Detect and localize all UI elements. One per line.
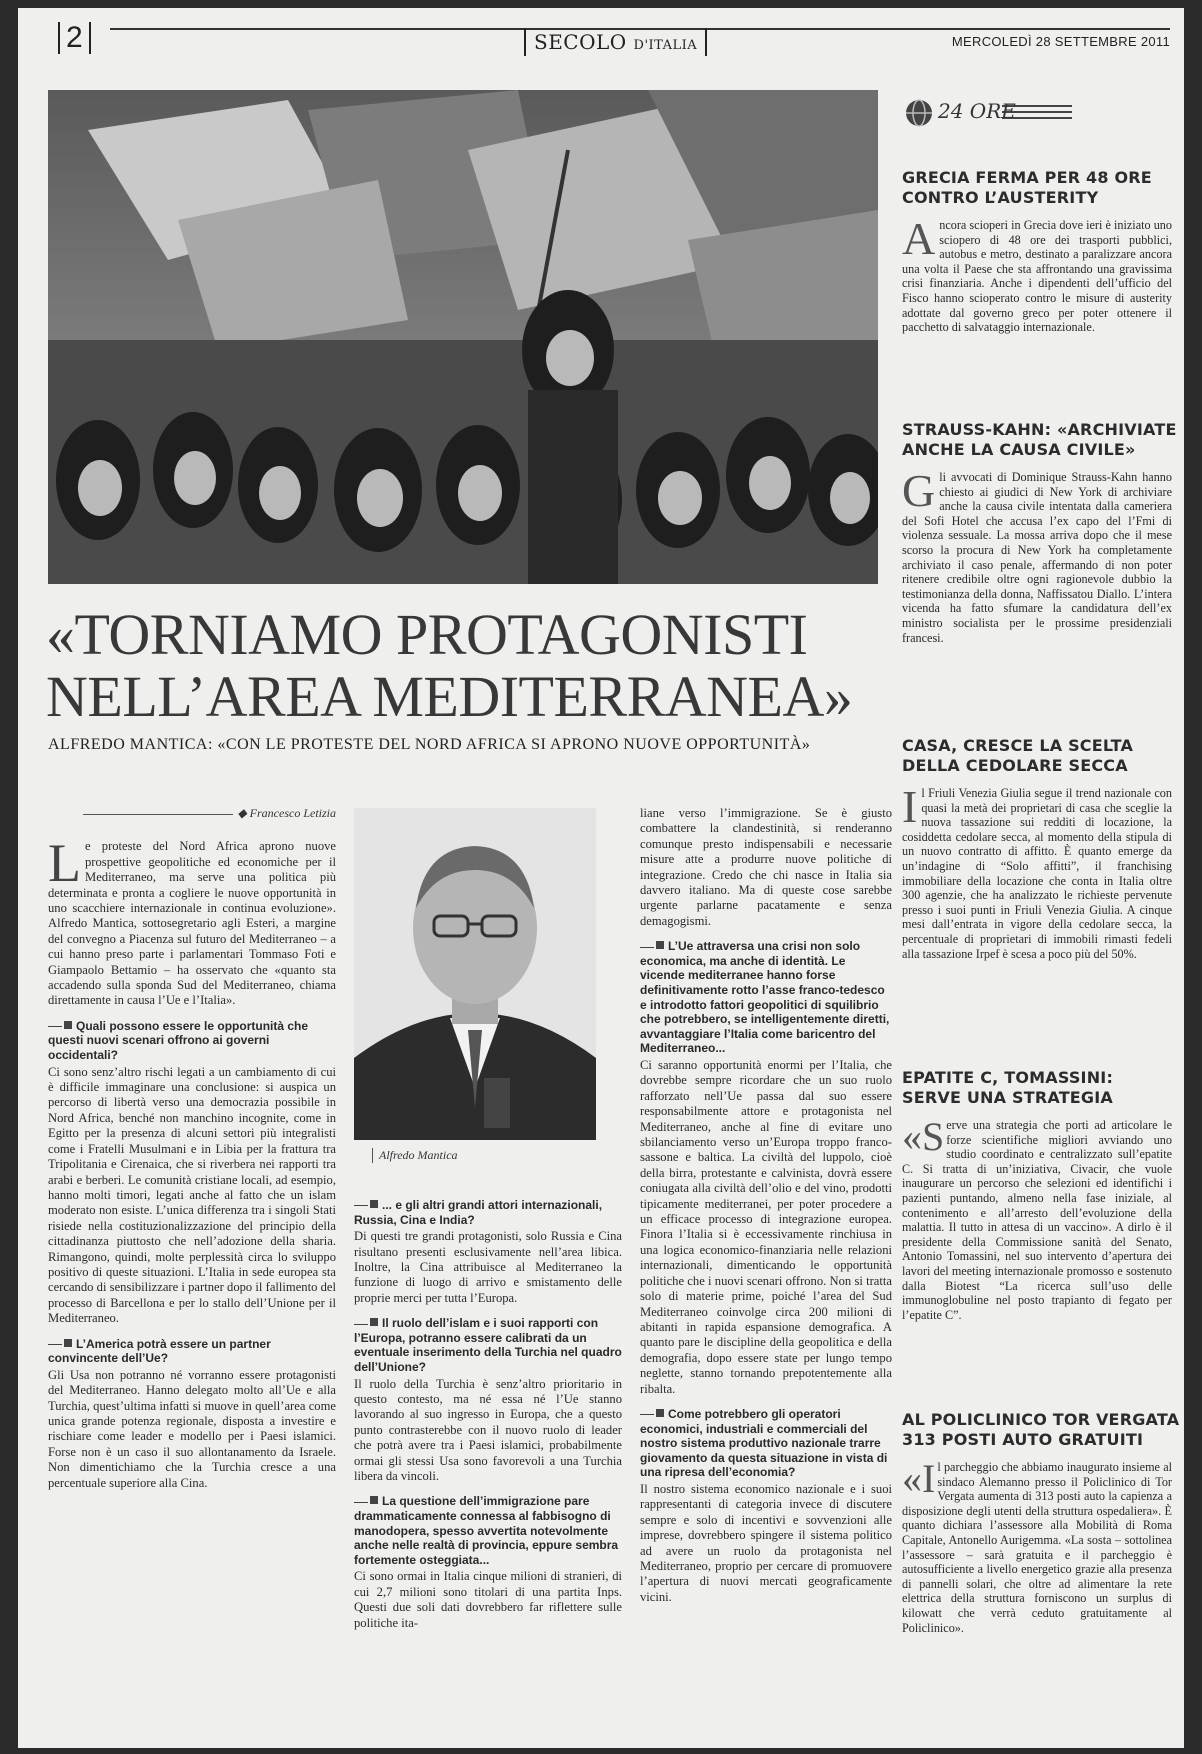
question-1: [48, 1019, 336, 1063]
question-4-text: Il ruolo dell’islam e i suoi rapporti con l’Europa, potranno essere calibrati da un eventuale inserimento della Turchia nel quadro dell’Unione?: [354, 1316, 622, 1374]
sidebar-headline-2: [902, 420, 1177, 460]
subheadline: ALFREDO MANTICA: «CON LE PROTESTE DEL NORD AFRICA SI APRONO NUOVE OPPORTUNITÀ»: [48, 736, 811, 753]
portrait-image: [354, 808, 596, 1140]
sidebar-headline-1-line-2: CONTRO L’AUSTERITY: [902, 188, 1099, 207]
sidebar-headline-4-line-2: SERVE UNA STRATEGIA: [902, 1088, 1114, 1107]
sidebar-story-4: [902, 1114, 1172, 1322]
sidebar-story-1-text: ncora scioperi in Grecia dove ieri è iniziato uno sciopero di 48 ore dei trasporti pubblici, autobus e metro, destinato a paralizzare ancora una volta il Paese che sta affrontando una gravissima crisi finanziaria. Anche i dipendenti dell’ufficio del Fisco hanno scioperato contro le misure di austerity adottate dal governo greco per poter ottenere il pacchetto di salvataggio internazionale.: [902, 218, 1172, 335]
sidebar-story-1: [902, 213, 1172, 335]
main-headline: [46, 604, 906, 728]
sidebar-headline-3-line-1: CASA, CRESCE LA SCELTA: [902, 736, 1134, 755]
answer-1: Ci sono senz’altro rischi legati a un cambiamento di cui è difficile immaginare una conclusione: si auspica un percorso di libertà verso una democrazia possibile in Nord Africa, benché non manchino incognite, come in Egitto per la presenza di alcuni settori più integralisti come i Fratelli Musulmani e in Libia per la frattura tra Tripolitania e Cirenaica, che si riverbera nei rapporti tra arabi e berberi. Le comunità cristiane locali, ad esempio, hanno molti timori, legati anche al fatto che un islam moderato non esiste. L’unica differenza tra i singoli Stati risiede nella costituzionalizzazione del principio della cittadinanza piuttosto che nell’adozione della sharia. Rimangono, quindi, molte perplessità circa lo sviluppo positivo di queste situazioni. L’Italia in sede europea sta cercando di sensibilizzare i partner dopo il fallimento del processo di Barcellona e per lo stallo dell’Unione per il Mediterraneo.: [48, 1064, 336, 1326]
question-2: [48, 1337, 336, 1366]
crowd-with-flags-image: [48, 90, 878, 584]
masthead-small: D'ITALIA: [633, 38, 698, 53]
page-number: 2: [58, 22, 91, 54]
sidebar-story-2-drop-cap: G: [902, 465, 936, 516]
byline: ◆ Francesco Letizia: [48, 806, 336, 821]
drop-cap: L: [48, 833, 81, 894]
newspaper-page: [18, 8, 1184, 1748]
question-5-text: La questione dell’immigrazione pare drammaticamente connessa al fabbisogno di manodopera, spesso avvertita notevolmente anche nelle realtà di provincia, eppure sembra fortemente osteggiata...: [354, 1494, 619, 1567]
intro-paragraph: e proteste del Nord Africa aprono nuove prospettive geopolitiche ed economiche per il Mediterraneo, ma serve una politica più determinata e pronta a cogliere le nuove opportunità in uno scacchiere internazionale in continua evoluzione». Alfredo Mantica, sottosegretario agli Esteri, a margine del convegno a Piacenza sul futuro del Mediterraneo – a cui hanno preso parte i parlamentari Tommaso Foti e Giampaolo Bettamio – ha osservato che «quanto sta accadendo sulla sponda Sud del Mediterraneo, chiama direttamente in causa l’Ue e l’Italia».: [48, 839, 336, 1008]
question-3: [354, 1198, 622, 1227]
answer-5: Ci sono ormai in Italia cinque milioni di stranieri, di cui 2,7 milioni sono titolari di una partita Inps. Questi due soli dati dovrebbero far riflettere sulle politiche ita-: [354, 1569, 622, 1630]
lead-photo: [48, 90, 878, 584]
question-5: [354, 1494, 622, 1567]
sidebar-headline-1-line-1: GRECIA FERMA PER 48 ORE: [902, 168, 1152, 187]
headline-line-2: NELL’AREA MEDITERRANEA»: [46, 664, 853, 729]
question-3-text: ... e gli altri grandi attori internazionali, Russia, Cina e India?: [354, 1198, 603, 1227]
question-6: [640, 939, 892, 1056]
sidebar-story-1-drop-cap: A: [902, 213, 936, 264]
portrait-photo: [354, 808, 596, 1140]
question-1-text: Quali possono essere le opportunità che questi nuovi scenari offrono ai governi occidentali?: [48, 1018, 309, 1063]
sidebar-story-5: [902, 1456, 1172, 1635]
sidebar-story-3-text: l Friuli Venezia Giulia segue il trend nazionale con quasi la metà dei proprietari di casa che sceglie la nuova tassazione sui redditi di locazione, la cosiddetta cedolare secca, al momento della stipula di un nuovo contratto di affitto. È quanto emerge da un’indagine di “Solo affitti”, il franchising immobiliare della locazione che conta in Italia oltre 300 agenzie, che ha analizzato le richieste pervenute presso i suoi punti in Friuli Venezia Giulia. A cinque mesi dall’entrata in vigore della cedolare secca, la percentuale di proprietari di immobili rimasti fedeli alla tassazione Irpef è scesa a poco più del 50%.: [902, 786, 1172, 961]
question-7: [640, 1407, 892, 1480]
sidebar-story-2: [902, 465, 1172, 645]
news-badge: [902, 96, 1182, 130]
question-4: [354, 1316, 622, 1374]
answer-4: Il ruolo della Turchia è senz’altro prioritario in questo contesto, ma né essa né l’Ue stanno lavorando al suo ingresso in Europa, che a questo punto contrasterebbe con il nuovo ruolo di leader che potrà avere tra i Paesi islamici, probabilmente ormai gli stessi Usa sono favorevoli a una Turchia libera da vincoli.: [354, 1376, 622, 1484]
answer-3: Di questi tre grandi protagonisti, solo Russia e Cina risultano presenti esclusivamente nell’area libica. Inoltre, la Cina attribuisce al Mediterraneo la funzione di luogo di arrivo e smistamento delle proprie merci per tutta l’Europa.: [354, 1229, 622, 1305]
sidebar-headline-3: [902, 736, 1133, 776]
answer-2: Gli Usa non potranno né vorranno essere protagonisti del Mediterraneo. Hanno delegato molto all’Ue e alla Turchia, quest’ultima infatti si muove in quell’area come unica grande potenza regionale, disposta a investire e rischiare come leader e modello per i Paesi islamici. Forse non è un caso il suo allontanamento da Israele. Non dimentichiamo che la Turchia cresce a una percentuale superiore alla Cina.: [48, 1367, 336, 1490]
sidebar-headline-5-line-2: 313 POSTI AUTO GRATUITI: [902, 1430, 1144, 1449]
sidebar-headline-4-line-1: EPATITE C, TOMASSINI:: [902, 1068, 1114, 1087]
badge-label: 24 ORE: [938, 99, 1016, 123]
sidebar-headline-2-line-2: ANCHE LA CAUSA CIVILE»: [902, 440, 1136, 459]
sidebar-headline-5: [902, 1410, 1179, 1450]
sidebar-story-4-drop-cap: «S: [902, 1114, 945, 1159]
sidebar-headline-4: [902, 1068, 1113, 1108]
question-7-text: Come potrebbero gli operatori economici, industriali e commerciali del nostro sistema produttivo nazionale trarre giovamento da questa situazione in vista di una ripresa dell’economia?: [640, 1406, 888, 1480]
answer-7: Il nostro sistema economico nazionale e i suoi rappresentanti di categoria invece di discutere sempre e solo di incentivi e sovvenzioni alle imprese, dovrebbero spingere il sistema politico ad avere un ruolo da protagonista nel Mediterraneo, proprio per cercare di promuovere l’apertura di nuovi mercati geograficamente vicini.: [640, 1481, 892, 1604]
photo-caption: Alfredo Mantica: [372, 1148, 458, 1163]
article-column-2: [354, 1198, 622, 1633]
sidebar-story-2-text: li avvocati di Dominique Strauss-Kahn hanno chiesto ai giudici di New York di archiviare anche la causa civile intentata dalla cameriera del Sofi Hotel che accusa l’ex capo del l’Fmi di violenza sessuale. La mossa arriva dopo che il mese scorso la procura di New York ha completamente archiviato il caso penale, affermando di non poter ritenere credibile oltre ogni ragionevole dubbio la testimonianza della donna, Naffissatou Diallo. L’intera vicenda ha fatto sfumare la candidatura dell’ex ministro socialista per le prossime presidenziali francesi.: [902, 470, 1172, 645]
masthead: [524, 28, 707, 56]
sidebar-story-3: [902, 781, 1172, 961]
question-2-text: L’America potrà essere un partner convincente dell’Ue?: [48, 1336, 271, 1366]
article-column-3: [640, 806, 892, 1607]
sidebar-story-4-text: erve una strategia che porti ad articolare le forze scientifiche migliori avviando uno studio coordinato e centralizzato sull’epatite C. Si tratta di un’iniziativa, Civacir, che vuole inaugurare un percorso che selezioni ed identifichi i pazienti puntando, almeno nella fase iniziale, al contenimento e all’arresto dell’evoluzione della malattia. Il tutto in attesa di un vaccino». A dirlo è il presidente della Commissione sanità del Senato, Antonio Tomassini, nel suo intervento d’apertura dei lavori del meeting internazionale promosso e sostenuto dalla Biotest “La ricerca sull’uso delle immunoglobuline nel posto trapianto di fegato per l’epatite C”.: [902, 1118, 1172, 1322]
article-column-1: [48, 806, 336, 1493]
sidebar-story-5-text: l parcheggio che abbiamo inaugurato insieme al sindaco Alemanno presso il Policlinico di Tor Vergata aumenta di 313 posti auto la capienza a disposizione degli utenti della struttura ospedaliera». È quanto dichiara l’assessore alla Mobilità di Roma Capitale, Antonello Aurigemma. «La sosta – sottolinea l’assessore – sarà gratuita e il parcheggio è autosufficiente a livello energetico grazie alla presenza di pannelli solari, che oltre ad alimentare la rete elettrica della struttura forniscono un surplus di kilowatt che verrà ceduto gratuitamente al Policlinico».: [902, 1460, 1172, 1635]
sidebar-headline-1: [902, 168, 1152, 208]
author: Francesco Letizia: [249, 806, 336, 820]
sidebar-story-3-drop-cap: I: [902, 781, 918, 832]
sidebar-headline-3-line-2: DELLA CEDOLARE SECCA: [902, 756, 1128, 775]
answer-6: Ci saranno opportunità enormi per l’Italia, che dovrebbe sempre ricordare che un suo ruolo rafforzato nell’Ue passa dal suo essere responsabilmente attore e protagonista nel Mediterraneo, anche al fine di evitare uno sbilanciamento verso un’Europa troppo franco-sassone e baltica. La civiltà del luppolo, cioè della birra, protestante e calvinista, dovrà essere coniugata alla civiltà dell’olio e del vino, prodotti tipicamente mediterranei, per poter procedere a un efficace processo di integrazione europea. Finora l’Italia si è eccessivamente rinchiusa in una logica economico-finanziaria nelle relazioni internazionali, dimenticando le opportunità politiche che i nuovi scenari offrono. Non si tratta solo di materie prime, poiché l’area del Sud Mediterraneo coinvolge circa 200 milioni di abitanti in rapida espansione demografica. A quanto pare le discipline della geopolitica e della demografia, dopo essere state per lungo tempo neglette, stanno tornando prepotentemente alla ribalta.: [640, 1058, 892, 1396]
masthead-main: SECOLO: [534, 30, 627, 54]
question-6-text: L’Ue attraversa una crisi non solo economica, ma anche di identità. Le vicende mediterranee hanno forse definitivamente rotto l’asse franco-tedesco e introdotto fattori geopolitici di squilibrio che potrebbero, se intelligentemente diretti, avvantaggiare l’Italia come baricentro del Mediterraneo...: [640, 939, 890, 1056]
headline-line-1: «TORNIAMO PROTAGONISTI: [46, 602, 808, 667]
sidebar-story-5-drop-cap: «I: [902, 1456, 936, 1501]
answer-5-continued: liane verso l’immigrazione. Se è giusto combattere la clandestinità, si renderanno comunque presto indispensabili e necessarie misure atte a produrre nuove politiche di integrazione. Credo che chi nasce in Italia sia davvero italiano. Ma di queste cose sarebbe urgente parlarne pacatamente e senza demagogismi.: [640, 806, 892, 928]
issue-date: MERCOLEDÌ 28 SETTEMBRE 2011: [951, 34, 1170, 49]
sidebar-headline-5-line-1: AL POLICLINICO TOR VERGATA: [902, 1410, 1180, 1429]
sidebar-headline-2-line-1: STRAUSS-KAHN: «ARCHIVIATE: [902, 420, 1177, 439]
